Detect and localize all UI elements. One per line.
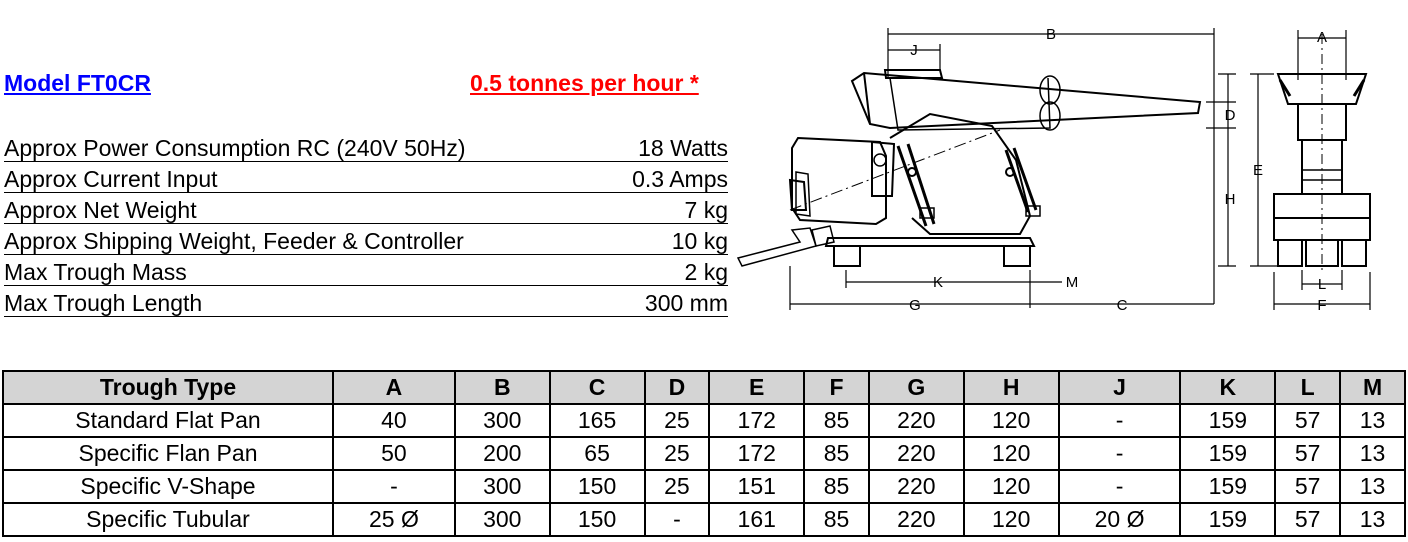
col-header: Trough Type	[3, 371, 333, 404]
dimension-cell: 57	[1275, 437, 1340, 470]
dimension-cell: 220	[869, 437, 964, 470]
spec-value: 0.3 Amps	[632, 166, 728, 192]
dimension-cell: 13	[1340, 470, 1405, 503]
dimension-cell: -	[645, 503, 710, 536]
dimension-cell: 150	[550, 470, 645, 503]
base-side-view	[826, 238, 1034, 266]
dimension-cell: 172	[709, 437, 804, 470]
dim-label-j: J	[910, 42, 918, 59]
dimension-cell: 40	[333, 404, 455, 437]
dim-label-c: C	[1116, 297, 1128, 314]
col-header: F	[804, 371, 869, 404]
dimension-cell: 120	[964, 503, 1059, 536]
capacity-heading: 0.5 tonnes per hour *	[470, 70, 699, 96]
dim-label-a: A	[1316, 29, 1328, 46]
dimension-cell: 25	[645, 404, 710, 437]
dimension-cell: 13	[1340, 503, 1405, 536]
trough-type-cell: Specific V-Shape	[3, 470, 333, 503]
dim-label-m: M	[1065, 274, 1079, 291]
dimension-cell: 120	[964, 404, 1059, 437]
spec-value: 300 mm	[644, 290, 728, 316]
col-header: B	[455, 371, 550, 404]
dimension-cell: 85	[804, 503, 869, 536]
dimension-cell: 20 Ø	[1059, 503, 1181, 536]
dimension-cell: 159	[1180, 437, 1275, 470]
dimension-cell: 57	[1275, 470, 1340, 503]
dimension-cell: 159	[1180, 470, 1275, 503]
dimension-cell: 220	[869, 404, 964, 437]
spec-label: Approx Current Input	[4, 166, 218, 192]
dimension-cell: 85	[804, 437, 869, 470]
trough-type-cell: Specific Tubular	[3, 503, 333, 536]
spec-value: 2 kg	[684, 259, 728, 285]
dimension-cell: 13	[1340, 404, 1405, 437]
col-header: G	[869, 371, 964, 404]
spec-value: 10 kg	[671, 228, 728, 254]
dimension-letters	[909, 26, 1235, 314]
spec-list	[4, 131, 728, 317]
dimension-cell: -	[333, 470, 455, 503]
spec-row	[4, 286, 728, 317]
spec-label: Approx Power Consumption RC (240V 50Hz)	[4, 135, 466, 161]
end-view-letters	[1253, 29, 1327, 314]
dimension-cell: 220	[869, 470, 964, 503]
dimension-cell: 159	[1180, 404, 1275, 437]
dimension-cell: 25	[645, 470, 710, 503]
spec-row	[4, 193, 728, 224]
dimension-cell: 300	[455, 404, 550, 437]
table-row	[3, 404, 1405, 437]
dimension-cell: 50	[333, 437, 455, 470]
dim-label-b: B	[1045, 26, 1057, 43]
dimension-cell: 25	[645, 437, 710, 470]
table-row	[3, 470, 1405, 503]
dim-label-h: H	[1224, 191, 1236, 208]
dimension-cell: 172	[709, 404, 804, 437]
dimension-cell: 165	[550, 404, 645, 437]
dimension-cell: 57	[1275, 404, 1340, 437]
col-header: A	[333, 371, 455, 404]
dimension-cell: 65	[550, 437, 645, 470]
col-header: K	[1180, 371, 1275, 404]
dim-label-k: K	[932, 274, 944, 291]
dim-label-d: D	[1224, 107, 1236, 124]
dimension-cell: 300	[455, 470, 550, 503]
spec-value: 7 kg	[684, 197, 728, 223]
col-header: D	[645, 371, 710, 404]
dimensions-table	[2, 370, 1406, 537]
dimension-cell: 220	[869, 503, 964, 536]
spec-label: Approx Shipping Weight, Feeder & Controller	[4, 228, 464, 254]
spec-row	[4, 224, 728, 255]
spec-row	[4, 162, 728, 193]
table-header-row	[3, 371, 1405, 404]
dimension-cell: 25 Ø	[333, 503, 455, 536]
end-view	[1274, 34, 1370, 270]
col-header: J	[1059, 371, 1181, 404]
dimension-cell: 13	[1340, 437, 1405, 470]
spec-row	[4, 255, 728, 286]
trough-type-cell: Standard Flat Pan	[3, 404, 333, 437]
dim-label-l: L	[1317, 276, 1327, 293]
dimension-cell: 159	[1180, 503, 1275, 536]
dimension-cell: 120	[964, 437, 1059, 470]
spec-label: Max Trough Mass	[4, 259, 187, 285]
trough-side-view	[852, 70, 1200, 130]
dim-label-e: E	[1252, 162, 1264, 179]
dimension-cell: 161	[709, 503, 804, 536]
col-header: L	[1275, 371, 1340, 404]
drive-unit	[738, 114, 1040, 266]
dimension-cell: 150	[550, 503, 645, 536]
dimension-cell: -	[1059, 437, 1181, 470]
table-row	[3, 437, 1405, 470]
spec-label: Approx Net Weight	[4, 197, 197, 223]
col-header: C	[550, 371, 645, 404]
feeder-dimension-drawing	[730, 20, 1406, 320]
dimension-cell: 151	[709, 470, 804, 503]
dimension-cell: 57	[1275, 503, 1340, 536]
dim-label-g: G	[909, 297, 921, 314]
table-body	[3, 404, 1405, 536]
col-header: H	[964, 371, 1059, 404]
dimension-cell: 200	[455, 437, 550, 470]
col-header: M	[1340, 371, 1405, 404]
dimension-cell: 300	[455, 503, 550, 536]
col-header: E	[709, 371, 804, 404]
model-title: Model FT0CR	[4, 70, 151, 96]
dimension-cell: 85	[804, 470, 869, 503]
dimension-cell: -	[1059, 470, 1181, 503]
spec-label: Max Trough Length	[4, 290, 203, 316]
dimension-cell: 120	[964, 470, 1059, 503]
dim-label-f: F	[1317, 297, 1327, 314]
spec-row	[4, 131, 728, 162]
table-row	[3, 503, 1405, 536]
spec-value: 18 Watts	[638, 135, 728, 161]
dimension-cell: 85	[804, 404, 869, 437]
trough-type-cell: Specific Flan Pan	[3, 437, 333, 470]
dimension-cell: -	[1059, 404, 1181, 437]
